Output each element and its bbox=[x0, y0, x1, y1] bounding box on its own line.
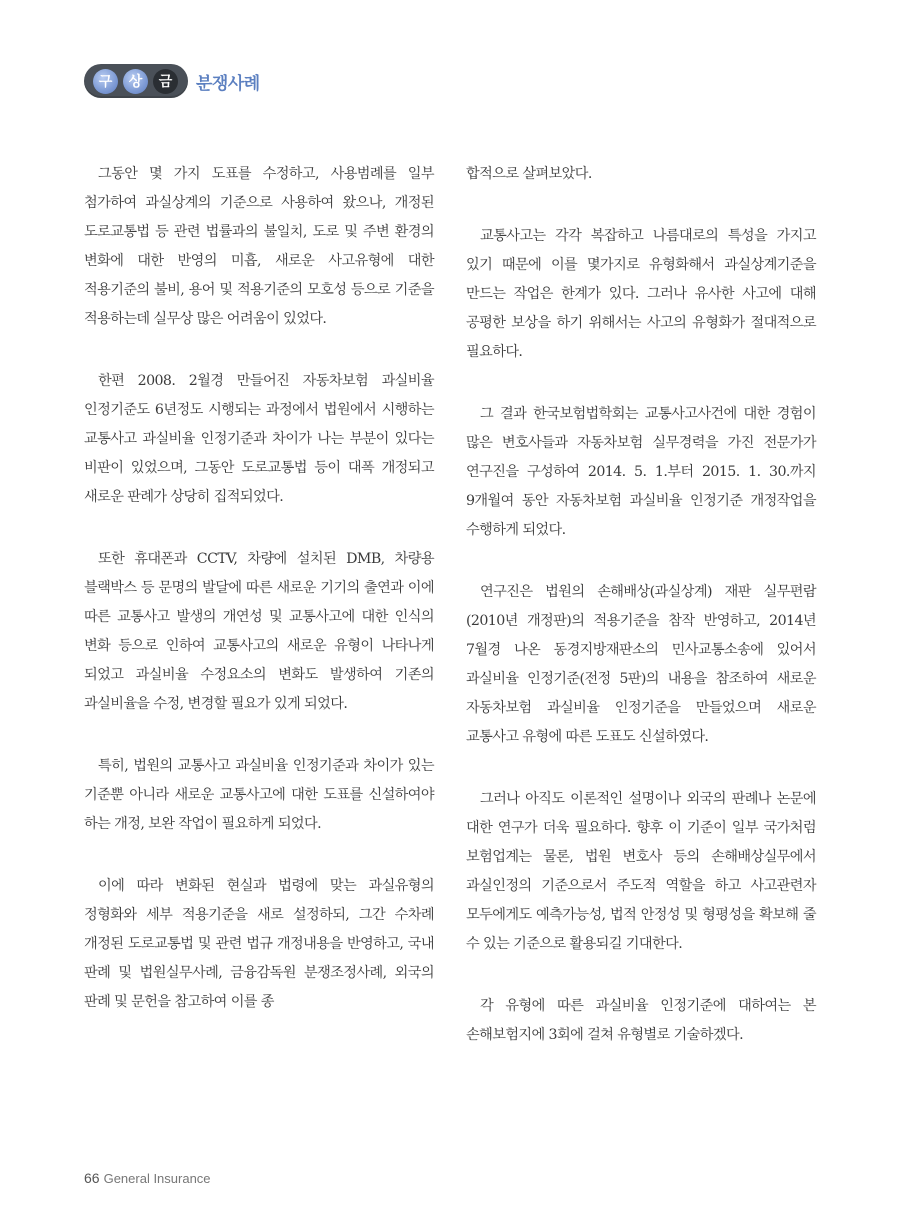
paragraph: 특히, 법원의 교통사고 과실비율 인정기준과 차이가 있는 기준뿐 아니라 새로운 교통사고에 대한 도표를 신설하여야 하는 개정, 보완 작업이 필요하게 되었다. bbox=[84, 758, 434, 832]
paragraph: 연구진은 법원의 손해배상(과실상계) 재판 실무편람(2010년 개정판)의 적용기준을 참작 반영하고, 2014년 7월경 나온 동경지방재판소의 민사교통소송에 있어서 과실비율 인정기준(전정 5판)의 내용을 참조하여 새로운 자동차보험 과실비율 인정기준을 만들었으며 새로운 교통사고 유형에 따른 도표도 신설하였다. bbox=[466, 584, 816, 745]
badge-char-3: 금 bbox=[153, 69, 178, 94]
paragraph: 이에 따라 변화된 현실과 법령에 맞는 과실유형의 정형화와 세부 적용기준을 새로 설정하되, 그간 수차례 개정된 도로교통법 및 관련 법규 개정내용을 반영하고, 국내 판례 및 법원실무사례, 금융감독원 분쟁조정사례, 외국의 판례 및 문헌을 참고하여 이를 종 bbox=[84, 878, 434, 1010]
paragraph: 한편 2008. 2월경 만들어진 자동차보험 과실비율 인정기준도 6년정도 시행되는 과정에서 법원에서 시행하는 교통사고 과실비율 인정기준과 차이가 나는 부분이 있다는 비판이 있었으며, 그동안 도로교통법 등이 대폭 개정되고 새로운 판례가 상당히 집적되었다. bbox=[84, 373, 434, 505]
paragraph: 각 유형에 따른 과실비율 인정기준에 대하여는 본 손해보험지에 3회에 걸쳐 유형별로 기술하겠다. bbox=[466, 998, 816, 1043]
page-footer bbox=[84, 1170, 211, 1186]
badge-char-2: 상 bbox=[123, 69, 148, 94]
badge-char-1: 구 bbox=[93, 69, 118, 94]
left-column bbox=[84, 160, 434, 1050]
right-column bbox=[466, 160, 816, 1083]
publication-name: General Insurance bbox=[103, 1171, 211, 1186]
section-title: 분쟁사례 bbox=[196, 73, 260, 94]
paragraph: 그러나 아직도 이론적인 설명이나 외국의 판례나 논문에 대한 연구가 더욱 필요하다. 향후 이 기준이 일부 국가처럼 보험업계는 물론, 법원 변호사 등의 손해배상실무에서 과실인정의 기준으로서 주도적 역할을 하고 사고관련자 모두에게도 예측가능성, 법적 안정성 및 형평성을 확보해 줄 수 있는 기준으로 활용되길 기대한다. bbox=[466, 791, 816, 952]
paragraph-continuation: 합적으로 살펴보았다. bbox=[466, 166, 592, 182]
paragraph: 교통사고는 각각 복잡하고 나름대로의 특성을 가지고 있기 때문에 이를 몇가지로 유형화해서 과실상계기준을 만드는 작업은 한계가 있다. 그러나 유사한 사고에 대해 공평한 보상을 하기 위해서는 사고의 유형화가 절대적으로 필요하다. bbox=[466, 228, 816, 360]
paragraph: 그 결과 한국보험법학회는 교통사고사건에 대한 경험이 많은 변호사들과 자동차보험 실무경력을 가진 전문가가 연구진을 구성하여 2014. 5. 1.부터 2015. 1. 30.까지 9개월여 동안 자동차보험 과실비율 인정기준 개정작업을 수행하게 되었다. bbox=[466, 406, 816, 538]
page-number: 66 bbox=[84, 1170, 100, 1186]
paragraph: 그동안 몇 가지 도표를 수정하고, 사용범례를 일부 첨가하여 과실상계의 기준으로 사용하여 왔으나, 개정된 도로교통법 등 관련 법률과의 불일치, 도로 및 주변 환경의 변화에 대한 반영의 미흡, 새로운 사고유형에 대한 적용기준의 불비, 용어 및 적용기준의 모호성 등으로 기준을 적용하는데 실무상 많은 어려움이 있었다. bbox=[84, 166, 434, 327]
paragraph: 또한 휴대폰과 CCTV, 차량에 설치된 DMB, 차량용 블랙박스 등 문명의 발달에 따른 새로운 기기의 출연과 이에 따른 교통사고 발생의 개연성 및 교통사고에 대한 인식의 변화 등으로 인하여 교통사고의 새로운 유형이 나타나게 되었고 과실비율 수정요소의 변화도 발생하여 기존의 과실비율을 수정, 변경할 필요가 있게 되었다. bbox=[84, 551, 434, 712]
category-badge bbox=[84, 64, 188, 98]
section-header bbox=[84, 62, 260, 100]
